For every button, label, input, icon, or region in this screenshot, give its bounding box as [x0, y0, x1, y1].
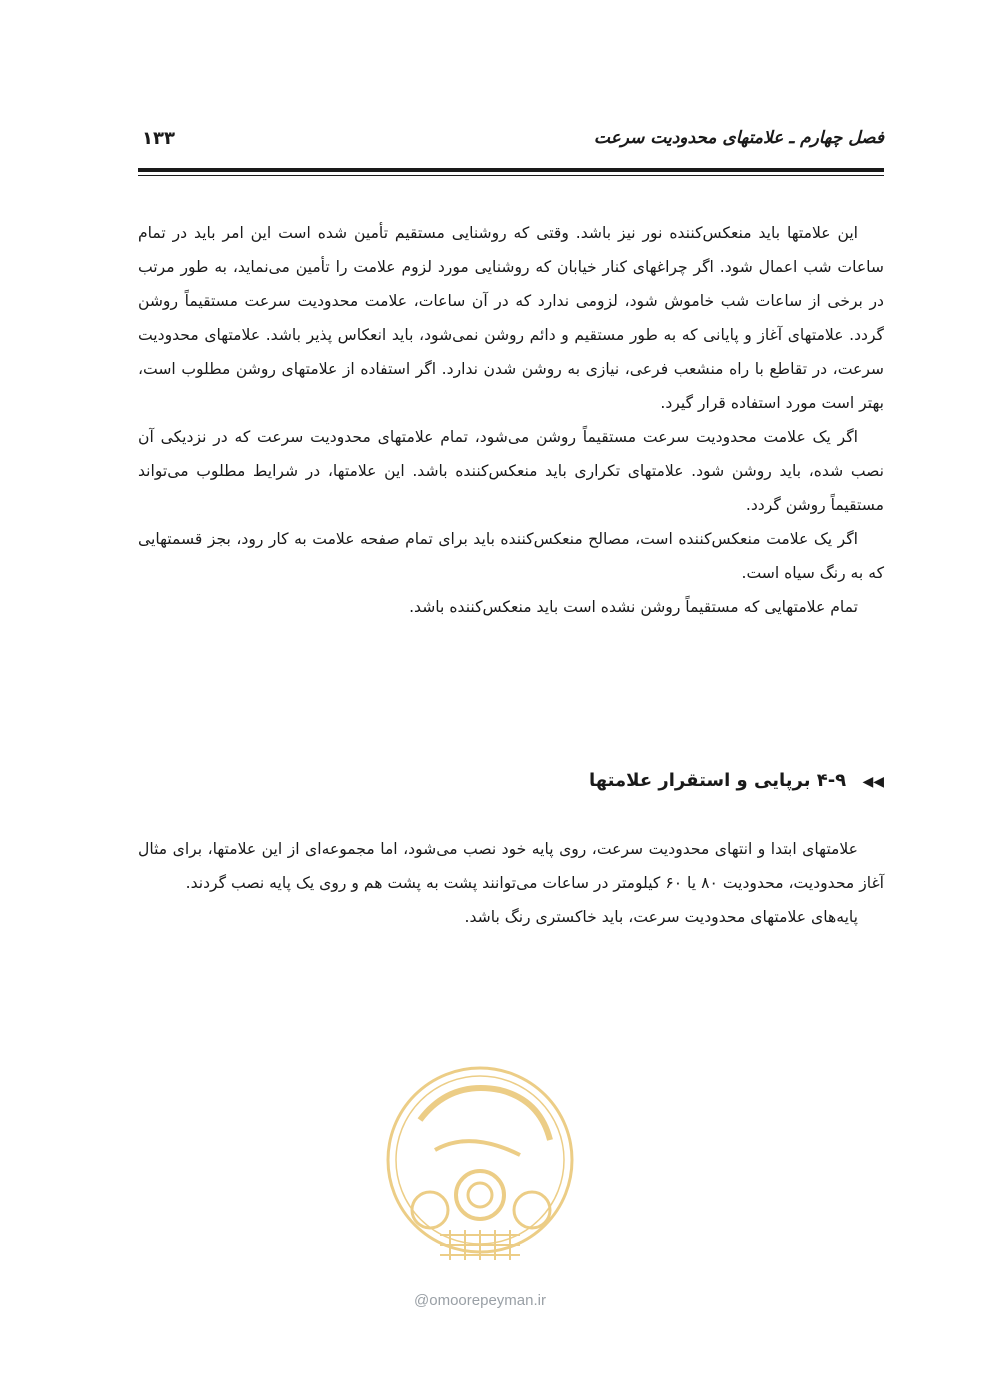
chapter-title: فصل چهارم ـ علامتهای محدودیت سرعت [593, 128, 884, 148]
watermark-logo-icon [380, 1060, 580, 1290]
page-number: ۱۳۳ [142, 128, 175, 149]
page-header [138, 128, 884, 158]
header-rule-thin [138, 175, 884, 176]
watermark-url: @omoorepeyman.ir [414, 1292, 546, 1309]
paragraph: اگر یک علامت منعکس‌کننده است، مصالح منعکس‌کننده باید برای تمام صفحه علامت به کار رود، بجز قسمتهایی که به رنگ سیاه است. [138, 530, 884, 582]
paragraph: تمام علامتهایی که مستقیماً روشن نشده است باید منعکس‌کننده باشد. [409, 598, 858, 616]
body-text-block-2 [138, 832, 884, 934]
section-heading-text: ۴-۹ برپایی و استقرار علامتها [589, 770, 847, 791]
paragraph: پایه‌های علامتهای محدودیت سرعت، باید خاکستری رنگ باشد. [464, 908, 858, 926]
body-text-block-1 [138, 216, 884, 624]
paragraph: اگر یک علامت محدودیت سرعت مستقیماً روشن می‌شود، تمام علامتهای محدودیت سرعت که در نزدیکی آن نصب شده، باید روشن شود. علامتهای تکراری باید منعکس‌کننده باشد. این علامتها، در شرایط مطلوب می‌تواند مستقیماً روشن گردد. [138, 428, 884, 514]
watermark [380, 1060, 580, 1330]
section-heading [138, 770, 884, 791]
paragraph: این علامتها باید منعکس‌کننده نور نیز باشد. وقتی که روشنایی مستقیم تأمین شده است این امر باید در تمام ساعات شب اعمال شود. اگر چراغهای کنار خیابان که روشنایی مورد لزوم علامت را تأمین می‌نماید، به طور مرتب در برخی از ساعات شب خاموش شود، لزومی ندارد که در آن ساعات، علامت محدودیت سرعت مستقیماً روشن گردد. علامتهای آغاز و پایانی که به طور مستقیم و دائم روشن نمی‌شود، باید انعکاس پذیر باشد. علامتهای محدودیت سرعت، در تقاطع با راه منشعب فرعی، نیازی به روشن شدن ندارد. اگر استفاده از علامتهای روشن مطلوب است، بهتر است مورد استفاده قرار گیرد. [138, 224, 884, 412]
header-rule-thick [138, 168, 884, 172]
double-arrow-icon: ◀◀ [862, 774, 884, 790]
paragraph: علامتهای ابتدا و انتهای محدودیت سرعت، روی پایه خود نصب می‌شود، اما مجموعه‌ای از این علامتها، برای مثال آغاز محدودیت، محدودیت ۸۰ یا ۶۰ کیلومتر در ساعات می‌توانند پشت به پشت هم و روی یک پایه نصب گردند. [138, 840, 884, 892]
